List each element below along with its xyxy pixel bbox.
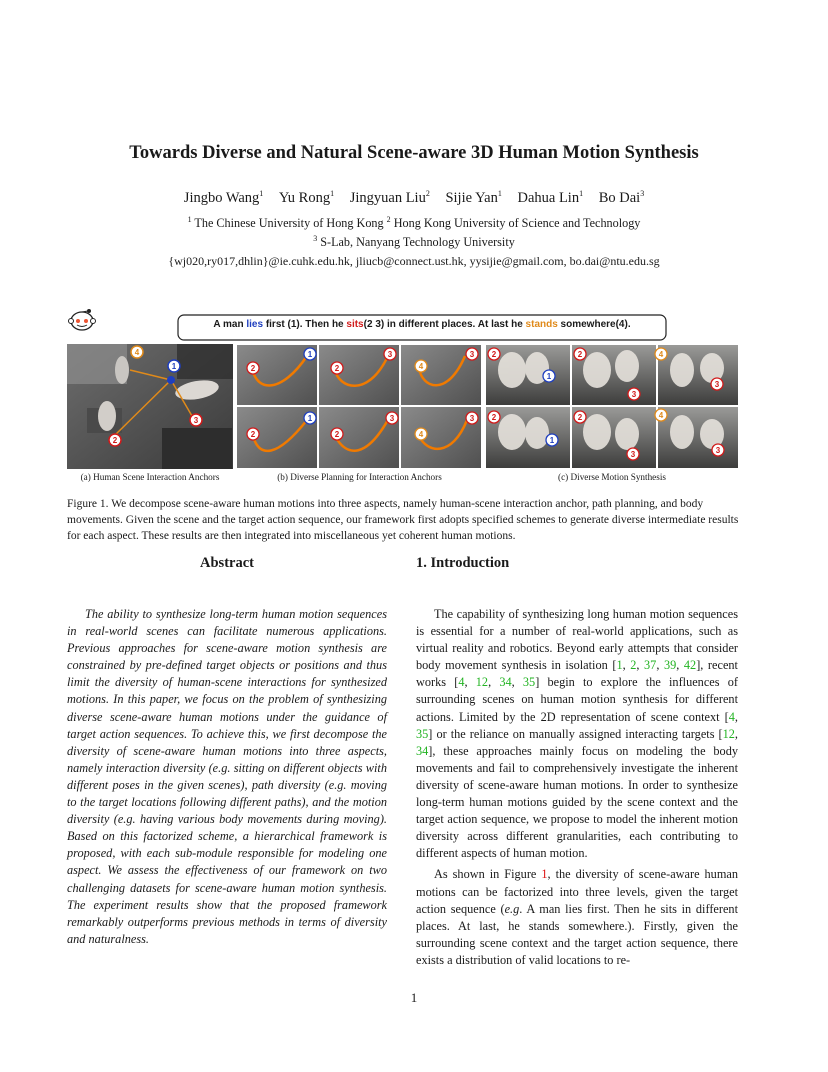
author: Dahua Lin$^1$ <box>517 189 584 206</box>
anchor-label: 1 <box>546 372 552 381</box>
introduction-body <box>416 606 738 969</box>
page-number: 1 <box>410 990 418 1005</box>
author: Bo Dai$^3$ <box>598 189 645 206</box>
anchor-label: 4 <box>418 430 424 439</box>
anchor-label: 4 <box>658 350 664 359</box>
figure-graphic <box>67 308 738 486</box>
anchor-label: 3 <box>715 446 721 455</box>
abstract-body <box>67 606 387 948</box>
author: Jingbo Wang$^1$ <box>183 189 264 206</box>
figure-1 <box>67 308 738 486</box>
anchor-label: 2 <box>250 364 256 373</box>
anchor-label: 2 <box>491 413 497 422</box>
author: Jingyuan Liu$^2$ <box>349 189 430 206</box>
anchor-label: 2 <box>334 430 340 439</box>
author-emails: {wj020,ry017,dhlin}@ie.cuhk.edu.hk, jliucb@connect.ust.hk, yysijie@gmail.com, bo.dai@ntu.edu.sg <box>168 254 660 268</box>
paper-title: Towards Diverse and Natural Scene-aware 3D Human Motion Synthesis <box>129 143 699 163</box>
panel-a-scene <box>67 344 233 469</box>
robot-icon <box>69 309 96 330</box>
anchor-label: 1 <box>307 414 313 423</box>
abstract-text: The ability to synthesize long-term human motion sequences in real-world scenes can facilitate numerous applications. Previous approaches for scene-aware motion synthesis are constrained by pre-defined target objects or positions and thus limit the diversity of human-scene interactions for synthesized motions. In this paper, we focus on the problem of synthesizing diverse scene-aware human motions under the guidance of target action sequences. To achieve this, we first decompose the diversity of scene-aware human motions into three aspects, namely interaction diversity (e.g. sitting on different objects with different poses in the given scenes), path diversity (e.g. moving to the target locations following different paths), and the motion diversity (e.g. having various body movements during moving). Based on this factorized scheme, a hierarchical framework is proposed, with each sub-module responsible for modeling one aspect. We assess the effectiveness of our framework on two challenging datasets for scene-aware human motion synthesis. The experiment results show that the proposed framework remarkably outperforms previous methods in terms of diversity and naturalness. <box>67 607 387 946</box>
anchor-label: 1 <box>307 350 313 359</box>
author: Sijie Yan$^1$ <box>445 189 502 206</box>
subcaption-c: (c) Diverse Motion Synthesis <box>558 472 666 482</box>
subcaption-b: (b) Diverse Planning for Interaction Anchors <box>277 472 442 482</box>
author: Yu Rong$^1$ <box>278 189 335 206</box>
anchor-label: 2 <box>577 350 583 359</box>
panel-c-motions <box>486 345 738 468</box>
panel-b-paths <box>236 344 483 469</box>
figure-caption: Figure 1. We decompose scene-aware human motions into three aspects, namely human-scene interaction anchor, path planning, and body movements. Given the scene and the target action sequence, our framework first adopts specified schemes to generate diverse intermediate results for each aspect. These results are then integrated into miscellaneous yet coherent human motions. <box>67 498 739 542</box>
anchor-label: 3 <box>389 414 395 423</box>
anchor-label: 2 <box>334 364 340 373</box>
author-list <box>0 190 828 207</box>
anchor-label: 1 <box>549 436 555 445</box>
affiliation-line-2: $^3$ S-Lab, Nanyang Technology University <box>313 233 515 249</box>
anchor-label: 4 <box>658 411 664 420</box>
anchor-label: 1 <box>171 362 177 371</box>
anchor-label: 3 <box>631 390 637 399</box>
abstract-heading: Abstract <box>200 555 254 571</box>
anchor-label: 4 <box>418 362 424 371</box>
anchor-label: 2 <box>112 436 118 445</box>
intro-paragraph-2: As shown in Figure 1, the diversity of scene-aware human motions can be factorized into three levels, given the target action sequence (e.g. A man lies first. Then he sits in different places. At last, he stands somewhere.). Firstly, given the surrounding scene context and the target action sequence, there exists a distribution of valid locations to re- <box>416 867 738 967</box>
instruction-sentence: A man lies first (1). Then he sits(2 3) in different places. At last he stands somewhere(4). <box>213 319 631 330</box>
anchor-label: 3 <box>387 350 393 359</box>
intro-paragraph-1: The capability of synthesizing long human motion sequences is essential for a number of real-world applications, such as virtual reality and robotics. Beyond early attempts that consider body movement synthesis in isolation [1, 2, 37, 39, 42], recent works [4, 12, 34, 35] begin to explore the influences of surrounding scenes on human motion synthesis for different actions. Limited by the 2D representation of scene context [4, 35] or the reliance on manually assigned interacting targets [12, 34], these approaches mainly focus on modeling the body movements and fail to comprehensively investigate the inherent diversity of scene-aware human motions. In order to synthesize long-term human motions guided by the scene context and the target action sequence, we propose to model the inherent motion diversity across different granularities, each contributing to different aspects of human motion. <box>416 607 738 861</box>
subcaption-a: (a) Human Scene Interaction Anchors <box>80 472 220 482</box>
anchor-label: 3 <box>469 414 475 423</box>
introduction-heading: 1. Introduction <box>416 555 510 571</box>
affiliation-line-1: $^1$ The Chinese University of Hong Kong $^2$ Hong Kong University of Science and Technology <box>187 214 641 230</box>
anchor-label: 2 <box>250 430 256 439</box>
anchor-label: 3 <box>714 380 720 389</box>
anchor-label: 3 <box>630 450 636 459</box>
anchor-label: 2 <box>577 413 583 422</box>
anchor-label: 4 <box>134 348 140 357</box>
anchor-label: 2 <box>491 350 497 359</box>
anchor-label: 3 <box>193 416 199 425</box>
anchor-label: 3 <box>469 350 475 359</box>
